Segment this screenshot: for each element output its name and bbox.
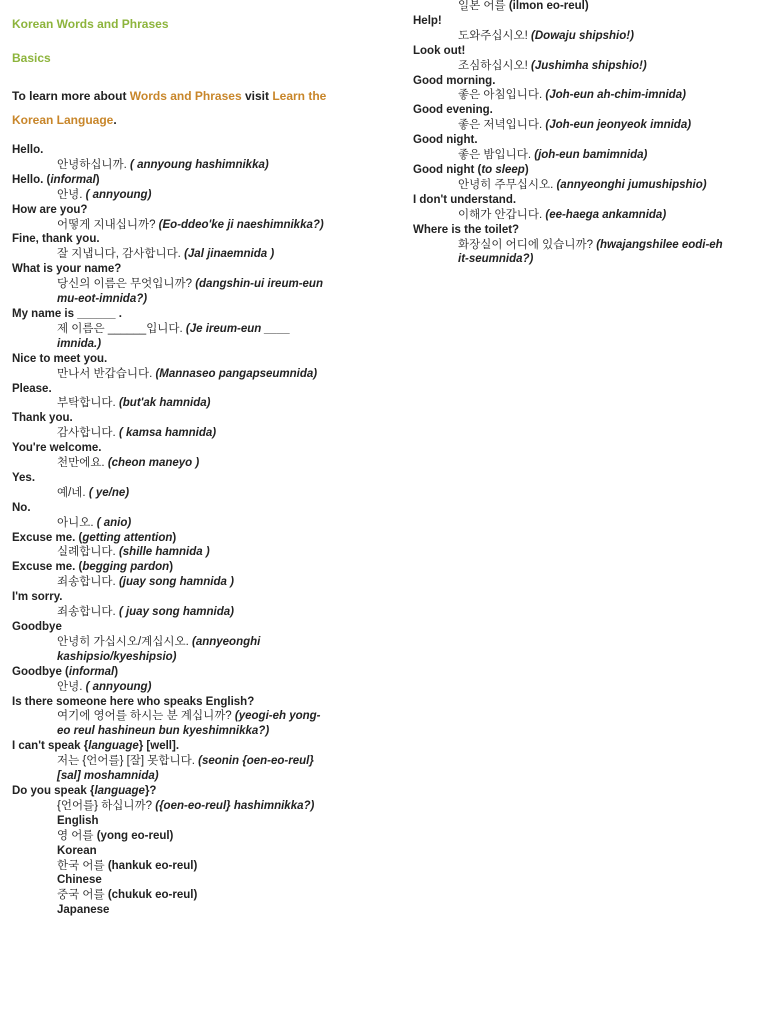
phrase-translation — [12, 605, 364, 620]
phrase-english: What is your name? — [12, 263, 122, 276]
phrase-english: Good night. — [413, 134, 478, 147]
romanization: (ee-haega ankamnida) — [545, 208, 667, 221]
romanization: [sal] moshamnida) — [57, 770, 159, 783]
phrase-translation — [12, 799, 364, 814]
plain-text: (hankuk eo-reul) — [107, 859, 198, 872]
phrase-translation — [12, 724, 364, 739]
korean-text: 안녕히 가십시오/계십시오. — [57, 635, 192, 648]
phrase-translation — [12, 829, 364, 844]
phrase-translation — [413, 238, 765, 253]
phrase-list-left — [12, 143, 364, 918]
phrase-english: I don't understand. — [413, 193, 517, 206]
romanization: (Jushimha shipshio!) — [531, 59, 647, 72]
phrase-translation — [12, 680, 364, 695]
romanization: (Eo-ddeo'ke ji naeshimnikka?) — [158, 218, 324, 231]
phrase-translation — [12, 337, 364, 352]
phrase-translation — [12, 292, 364, 307]
phrase-english: Excuse me. (begging pardon) — [12, 561, 174, 574]
korean-text: 안녕. — [57, 680, 86, 693]
phrase-english: Goodbye (informal) — [12, 665, 119, 678]
phrase-translation — [12, 888, 364, 903]
phrase-english: Good morning. — [413, 74, 496, 87]
romanization: ( annyoung hashimnikka) — [130, 158, 269, 171]
romanization: (but'ak hamnida) — [118, 397, 211, 410]
phrase-english: Please. — [12, 382, 52, 395]
korean-text: 천만에요. — [57, 457, 108, 470]
plain-text: (chukuk eo-reul) — [107, 889, 198, 902]
phrase-english: Thank you. — [12, 412, 73, 425]
phrase-english: Help! — [413, 14, 442, 27]
phrase-english: Where is the toilet? — [413, 223, 520, 236]
phrase-english: Is there someone here who speaks English? — [12, 695, 255, 708]
phrase-translation — [413, 178, 765, 193]
intro-middle: visit — [241, 89, 273, 103]
learn-korean-link[interactable]: Learn the Korean Language — [12, 89, 327, 127]
phrase-english: Fine, thank you. — [12, 233, 100, 246]
intro-suffix: . — [113, 113, 117, 127]
romanization: (annyeonghi jumushipshio) — [556, 178, 707, 191]
phrase-translation — [413, 148, 765, 163]
romanization: (Joh-eun jeonyeok imnida) — [545, 119, 692, 132]
left-column — [12, 14, 364, 918]
korean-text: 어떻게 지내십니까? — [57, 218, 159, 231]
phrase-translation — [12, 247, 364, 262]
romanization: (Jal jinaemnida ) — [184, 248, 275, 261]
romanization: (dangshin-ui ireum-eun — [195, 278, 323, 291]
phrase-translation — [12, 396, 364, 411]
phrase-translation — [12, 188, 364, 203]
words-phrases-link[interactable]: Words and Phrases — [129, 89, 242, 103]
phrase-english: Hello. — [12, 144, 44, 156]
phrase-translation — [12, 426, 364, 441]
romanization: (cheon maneyo ) — [107, 457, 200, 470]
plain-text: Chinese — [57, 874, 102, 887]
phrase-translation — [12, 769, 364, 784]
phrase-translation — [12, 814, 364, 829]
korean-text: 안녕. — [57, 188, 86, 201]
romanization: (shille hamnida ) — [118, 546, 210, 559]
phrase-english: Yes. — [12, 471, 36, 484]
phrase-translation — [12, 158, 364, 173]
romanization: kashipsio/kyeshipsio) — [57, 650, 177, 663]
korean-text: 부탁합니다. — [57, 397, 119, 410]
phrase-translation — [12, 545, 364, 560]
page-title: Korean Words and Phrases — [12, 17, 169, 31]
phrase-translation — [413, 208, 765, 223]
phrase-translation — [12, 322, 364, 337]
phrase-translation — [12, 218, 364, 233]
phrase-translation — [12, 367, 364, 382]
korean-text: 한국 어를 — [57, 859, 108, 872]
korean-text: 만나서 반갑습니다. — [57, 367, 156, 380]
korean-text: 죄송합니다. — [57, 606, 119, 619]
phrase-english: I'm sorry. — [12, 591, 63, 604]
phrase-english: How are you? — [12, 203, 88, 216]
romanization: (joh-eun bamimnida) — [534, 149, 648, 162]
korean-text: 안녕하십니까. — [57, 158, 131, 171]
romanization: imnida.) — [57, 337, 102, 350]
korean-text: 제 이름은 ______입니다. — [57, 322, 186, 335]
phrase-translation — [12, 635, 364, 650]
phrase-english: Hello. (informal) — [12, 173, 100, 186]
korean-text: 좋은 밤입니다. — [458, 149, 535, 162]
phrase-translation — [413, 0, 765, 14]
romanization: ( annyoung) — [85, 188, 152, 201]
phrase-english: Good evening. — [413, 104, 493, 117]
intro-paragraph — [12, 84, 364, 132]
korean-text: 중국 어를 — [57, 889, 108, 902]
romanization: ( annyoung) — [85, 680, 152, 693]
phrase-english: Look out! — [413, 44, 466, 57]
korean-text: 실례합니다. — [57, 546, 119, 559]
phrase-translation — [413, 29, 765, 44]
intro-prefix: To learn more about — [12, 89, 130, 103]
romanization: (seonin {oen-eo-reul} — [198, 755, 314, 768]
romanization: ( juay song hamnida) — [118, 606, 234, 619]
romanization: (Je ireum-eun ____ — [185, 322, 291, 335]
phrase-translation — [12, 754, 364, 769]
korean-text: 화장실이 어디에 있습니까? — [458, 238, 597, 251]
phrase-english: You're welcome. — [12, 442, 102, 455]
romanization: ({oen-eo-reul} hashimnikka?) — [155, 799, 315, 812]
romanization: (Mannaseo pangapseumnida) — [155, 367, 318, 380]
korean-text: 당신의 이름은 무엇입니까? — [57, 278, 196, 291]
phrase-english: Nice to meet you. — [12, 352, 108, 365]
korean-text: 좋은 아침입니다. — [458, 89, 546, 102]
phrase-english: No. — [12, 501, 31, 514]
korean-text: 이해가 안갑니다. — [458, 208, 546, 221]
korean-text: 영 어를 — [57, 829, 97, 842]
right-column — [413, 0, 765, 267]
phrase-translation — [12, 456, 364, 471]
section-heading: Basics — [12, 51, 51, 65]
phrase-translation — [12, 277, 364, 292]
romanization: it-seumnida?) — [458, 253, 534, 266]
romanization: ( ye/ne) — [88, 486, 130, 499]
korean-text: 예/네. — [57, 486, 89, 499]
romanization: (hwajangshilee eodi-eh — [596, 238, 723, 251]
korean-text: 일본 어를 — [458, 0, 509, 12]
romanization: eo reul hashineun bun kyeshimnikka?) — [57, 725, 270, 738]
korean-text: 좋은 저녁입니다. — [458, 119, 546, 132]
phrase-translation — [12, 516, 364, 531]
phrase-english: Do you speak {language}? — [12, 784, 157, 797]
romanization: (Joh-eun ah-chim-imnida) — [545, 89, 686, 102]
plain-text: Japanese — [57, 904, 110, 917]
romanization: ( anio) — [96, 516, 132, 529]
phrase-list-right — [413, 0, 765, 267]
romanization: (annyeonghi — [191, 635, 261, 648]
plain-text: (ilmon eo-reul) — [508, 0, 589, 12]
phrase-english: I can't speak {language} [well]. — [12, 740, 180, 753]
phrase-translation — [413, 118, 765, 133]
korean-text: 잘 지냅니다, 감사합니다. — [57, 248, 185, 261]
phrase-translation — [12, 859, 364, 874]
romanization: ( kamsa hamnida) — [118, 427, 217, 440]
plain-text: English — [57, 814, 99, 827]
korean-text: 감사합니다. — [57, 427, 119, 440]
korean-text: 도와주십시오! — [458, 29, 532, 42]
phrase-english: My name is ______ . — [12, 307, 122, 320]
phrase-translation — [12, 650, 364, 665]
plain-text: (yong eo-reul) — [96, 829, 174, 842]
korean-text: 저는 {언어를} [잘] 못합니다. — [57, 755, 199, 768]
korean-text: 아니오. — [57, 516, 97, 529]
phrase-translation — [12, 486, 364, 501]
phrase-translation — [12, 844, 364, 859]
korean-text: 조심하십시오! — [458, 59, 532, 72]
phrase-translation — [413, 88, 765, 103]
phrase-translation — [12, 575, 364, 590]
korean-text: 죄송합니다. — [57, 576, 119, 589]
phrase-english: Excuse me. (getting attention) — [12, 531, 177, 544]
korean-text: 여기에 영어를 하시는 분 계십니까? — [57, 710, 235, 723]
phrase-english: Goodbye — [12, 621, 62, 633]
romanization: mu-eot-imnida?) — [57, 293, 148, 306]
korean-text: 안녕히 주무십시오. — [458, 178, 557, 191]
phrase-translation — [413, 252, 765, 267]
phrase-translation — [12, 873, 364, 888]
phrase-translation — [12, 709, 364, 724]
romanization: (Dowaju shipshio!) — [531, 29, 634, 42]
phrase-translation — [12, 903, 364, 918]
plain-text: Korean — [57, 844, 97, 857]
romanization: (yeogi-eh yong- — [234, 710, 321, 723]
romanization: (juay song hamnida ) — [118, 576, 234, 589]
phrase-translation — [413, 59, 765, 74]
phrase-english: Good night (to sleep) — [413, 163, 529, 176]
korean-text: {언어를} 하십니까? — [57, 799, 156, 812]
